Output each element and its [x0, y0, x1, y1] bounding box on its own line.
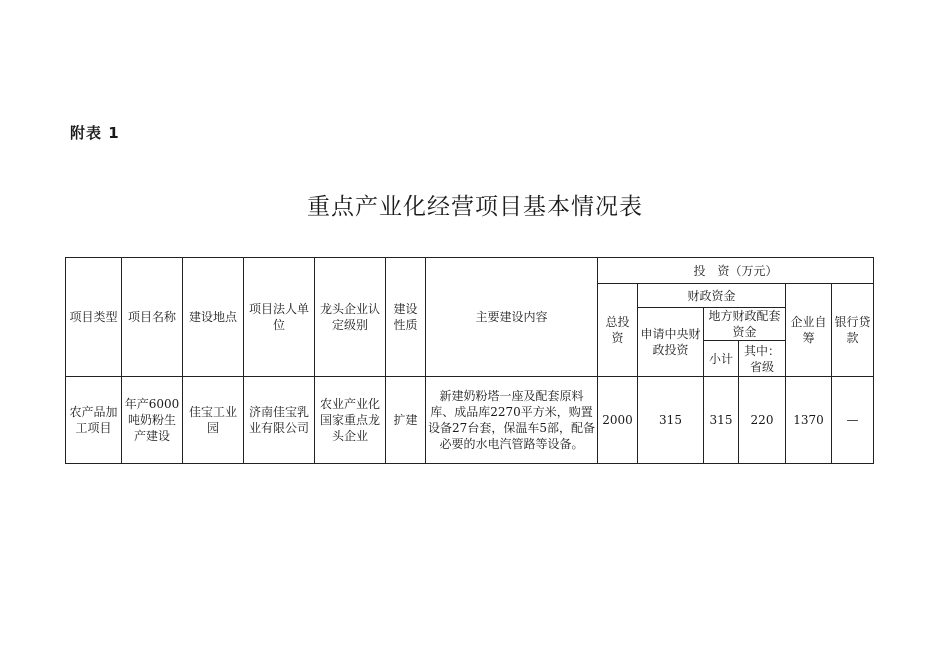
header-fiscal-funds: 财政资金 — [638, 284, 786, 308]
header-investment: 投 资（万元） — [598, 258, 874, 284]
cell-local-provincial: 220 — [739, 377, 786, 464]
header-location: 建设地点 — [183, 258, 244, 377]
header-row-1 — [66, 258, 874, 284]
cell-legal-entity: 济南佳宝乳业有限公司 — [244, 377, 315, 464]
document-title: 重点产业化经营项目基本情况表 — [307, 194, 643, 220]
cell-total-investment: 2000 — [598, 377, 638, 464]
cell-project-name: 年产6000吨奶粉生产建设 — [122, 377, 183, 464]
header-central-fiscal: 申请中央财政投资 — [638, 308, 704, 377]
header-bank-loan: 银行贷款 — [832, 284, 874, 377]
header-main-content: 主要建设内容 — [426, 258, 598, 377]
cell-leader-level: 农业产业化国家重点龙头企业 — [315, 377, 386, 464]
cell-central-fiscal: 315 — [638, 377, 704, 464]
header-subtotal: 小计 — [704, 341, 739, 377]
header-enterprise-self-raised: 企业自筹 — [786, 284, 832, 377]
header-provincial: 其中：省级 — [739, 341, 786, 377]
cell-location: 佳宝工业园 — [183, 377, 244, 464]
cell-main-content: 新建奶粉塔一座及配套原料库、成品库2270平方米，购置设备27台套，保温车5部，配备必要的水电汽管路等设备。 — [426, 377, 598, 464]
header-legal-entity: 项目法人单位 — [244, 258, 315, 377]
cell-local-subtotal: 315 — [704, 377, 739, 464]
header-construction-nature: 建设性质 — [386, 258, 426, 377]
table-row — [66, 377, 874, 464]
cell-bank-loan: — — [832, 377, 874, 464]
project-info-table — [65, 257, 874, 464]
header-leader-level: 龙头企业认定级别 — [315, 258, 386, 377]
cell-project-type: 农产品加工项目 — [66, 377, 122, 464]
cell-enterprise-self-raised: 1370 — [786, 377, 832, 464]
header-local-fiscal-match: 地方财政配套资金 — [704, 308, 786, 341]
header-total-investment: 总投资 — [598, 284, 638, 377]
header-project-type: 项目类型 — [66, 258, 122, 377]
header-project-name: 项目名称 — [122, 258, 183, 377]
cell-construction-nature: 扩建 — [386, 377, 426, 464]
appendix-label: 附表 1 — [70, 124, 120, 142]
